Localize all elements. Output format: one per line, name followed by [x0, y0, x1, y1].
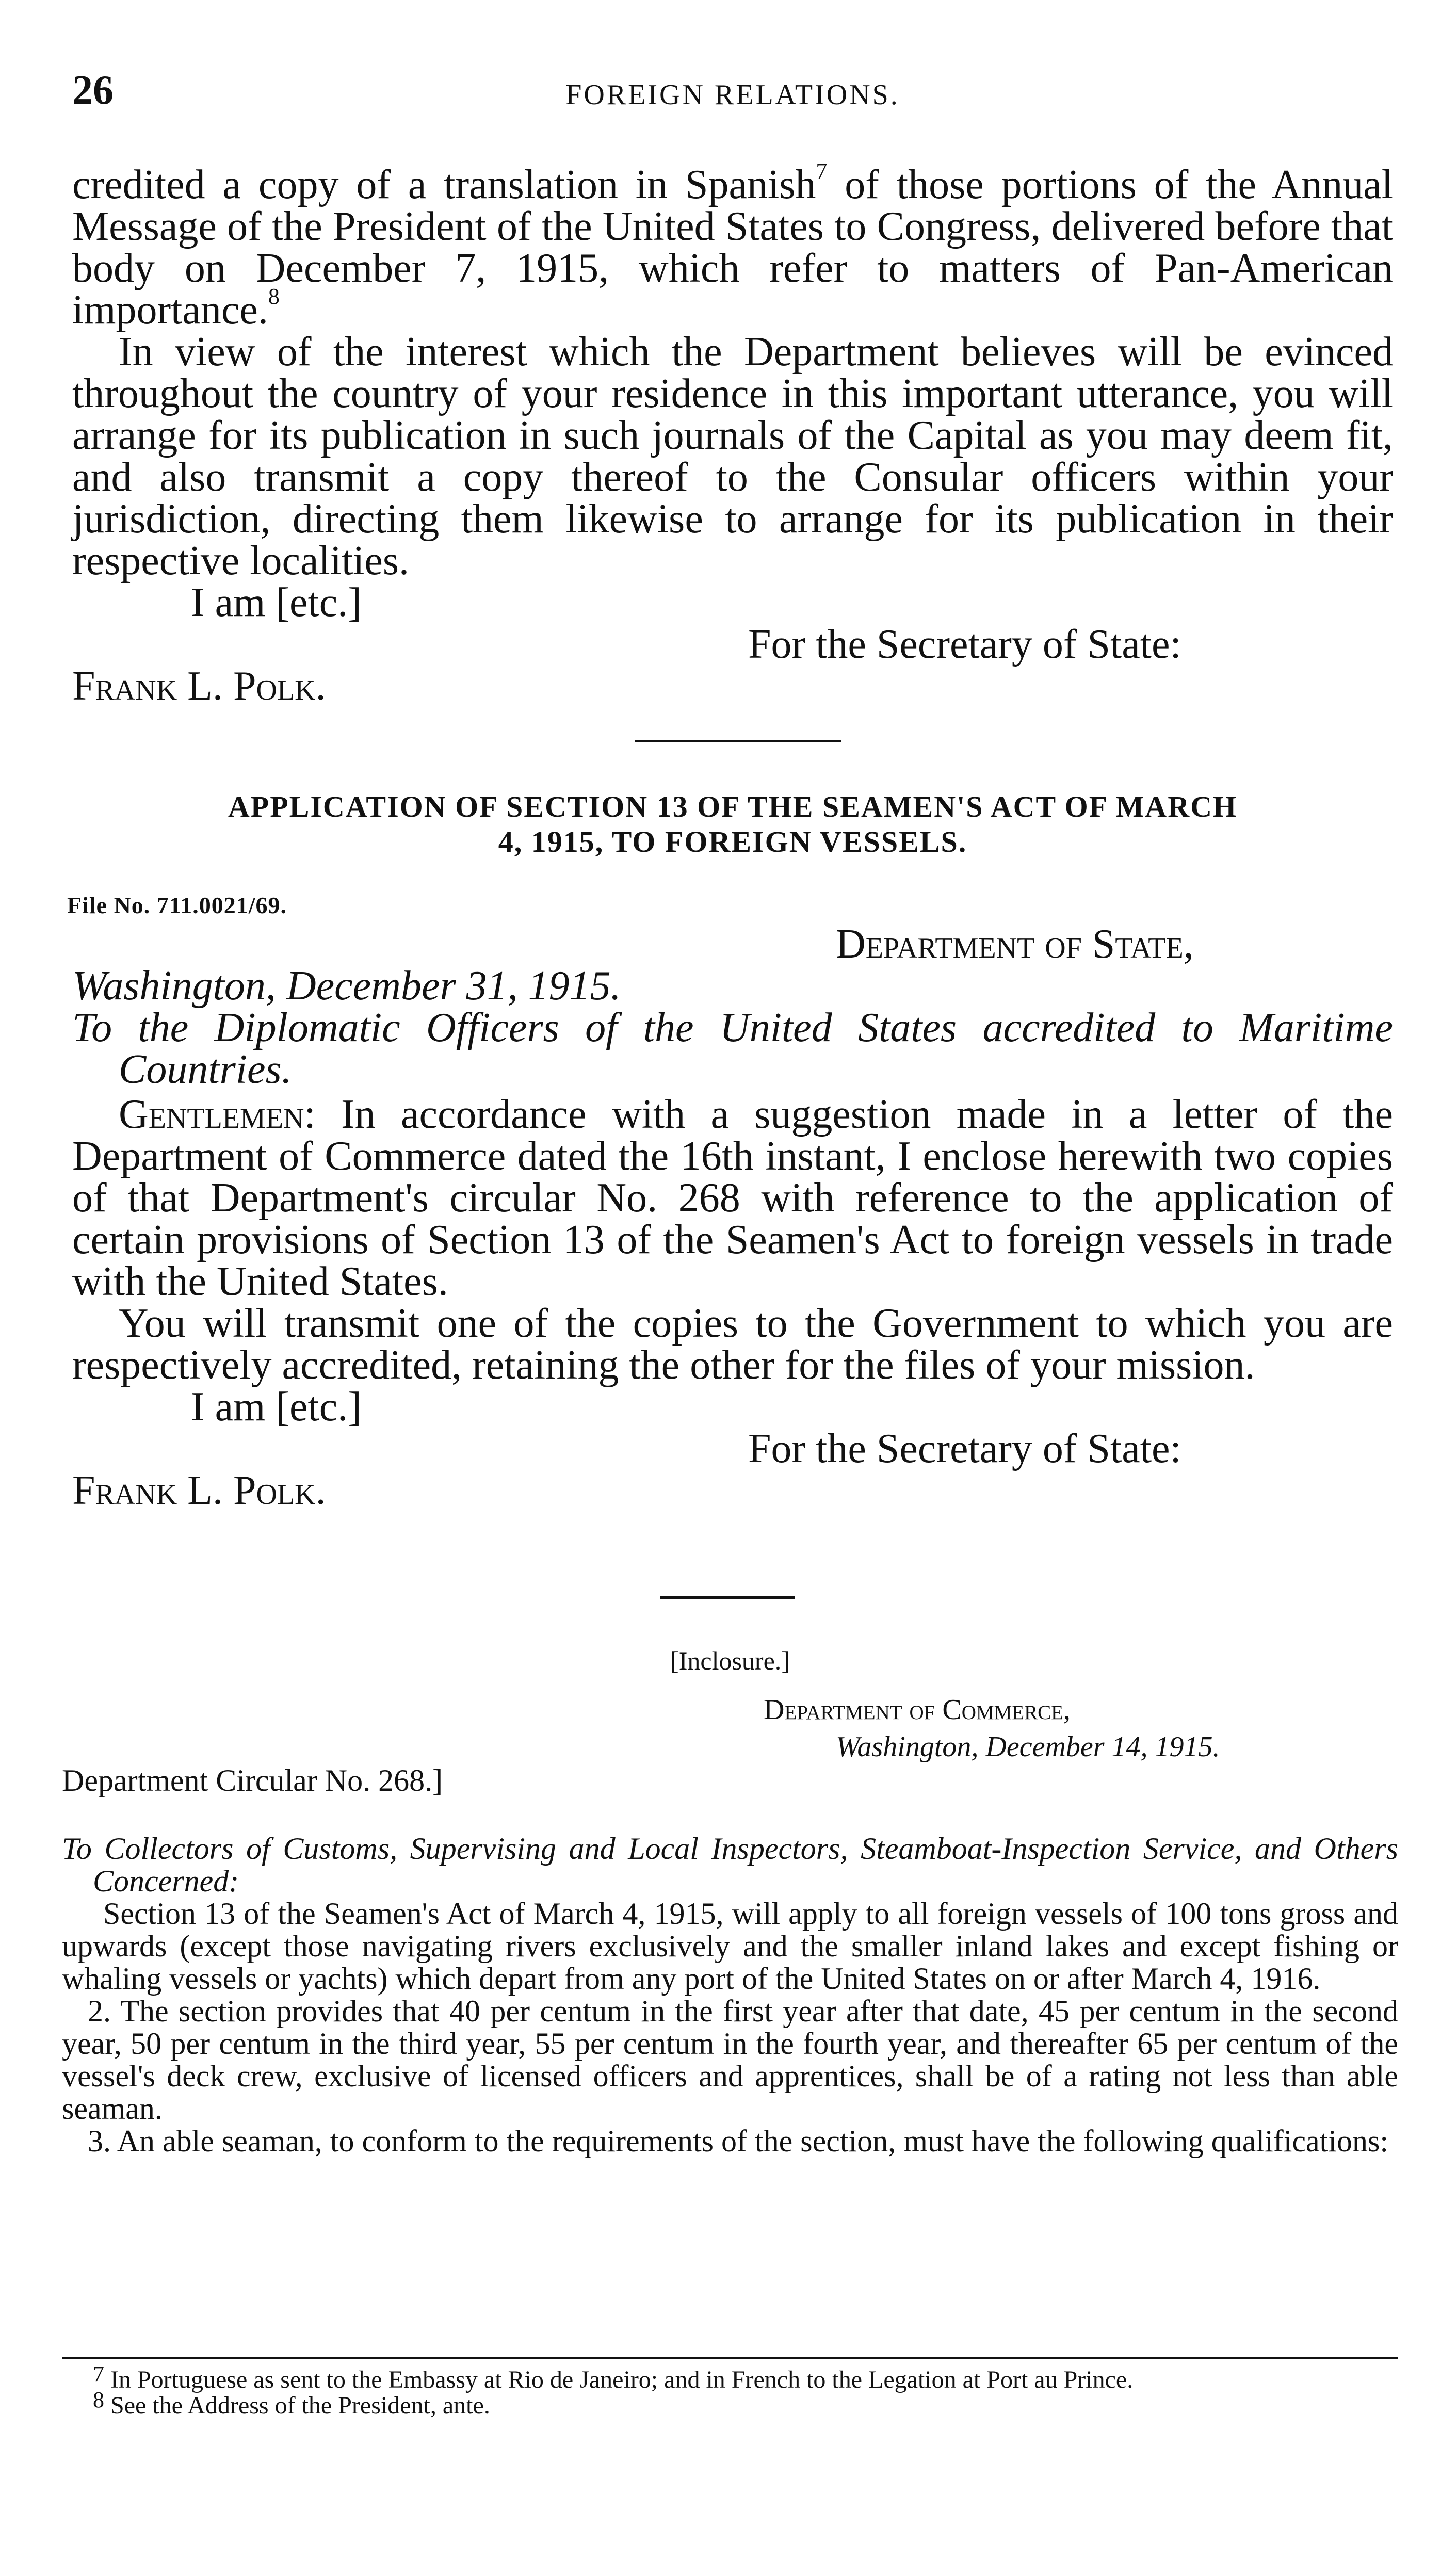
letter2-body: [72, 921, 1393, 1513]
circular-paragraph-3: 3. An able seaman, to conform to the requirements of the section, must have the following qualifications:: [88, 2124, 1389, 2158]
letter2-paragraph-1: Gentlemen: In accordance with a suggestion made in a letter of the Department of Commerce dated the 16th instant, I enclose herewith two copies of that Department's circular No. 268 with reference to the application of certain provisions of Section 13 of the Seamen's Act to foreign vessels in trade with the United States.: [72, 1092, 1393, 1304]
circular-paragraph-2: 2. The section provides that 40 per centum in the first year after that date, 45 per centum in the second year, 50 per centum in the third year, 55 per centum in the fourth year, and thereafter 65 per centum of the vessel's deck crew, exclusive of licensed officers and apprentices, shall be of a rating not less than able seaman.: [62, 1994, 1398, 2126]
footnote-rule: [62, 2357, 1398, 2359]
footnote-ref-8: 8: [268, 284, 280, 309]
footnotes: [62, 2361, 1398, 2419]
letter1-paragraph-2: In view of the interest which the Department believes will be evinced throughout the country of your residence in this important utterance, you will arrange for its publication in such journals of the Capital as you may deem fit, and also transmit a copy thereof to the Consular officers within your jurisdiction, directing them likewise to arrange for its publication in their respective localities.: [72, 329, 1393, 584]
page-number: 26: [72, 68, 114, 113]
separator-rule: [635, 740, 841, 742]
footnote-8: $^8$ See the Address of the President, ante.: [93, 2387, 490, 2419]
file-number: File No. 711.0021/69.: [67, 892, 287, 918]
inclosure-department: Department of Commerce,: [764, 1694, 1071, 1726]
letter1-signature: Frank L. Polk.: [72, 663, 326, 709]
separator-rule-2: [660, 1596, 795, 1599]
letter2-address: To the Diplomatic Officers of the United States accredited to Maritime Countries.: [72, 1005, 1393, 1092]
circular-address: To Collectors of Customs, Supervising and Local Inspectors, Steamboat-Inspection Service, and Others Concerned:: [62, 1832, 1398, 1898]
letter2-for-line: For the Secretary of State:: [748, 1426, 1181, 1471]
inclosure-heading: [62, 1691, 1398, 1765]
letter2-dateline: Washington, December 31, 1915.: [72, 963, 621, 1009]
running-head: FOREIGN RELATIONS.: [565, 79, 900, 111]
letter2-department: Department of State,: [836, 921, 1194, 967]
letter2-signature: Frank L. Polk.: [72, 1468, 326, 1513]
inclosure-label: [Inclosure.]: [670, 1646, 790, 1675]
page-header: [72, 67, 1393, 124]
section-title: APPLICATION OF SECTION 13 OF THE SEAMEN'S ACT OF MARCH 4, 1915, TO FOREIGN VESSELS.: [228, 790, 1238, 858]
letter1-body: [72, 158, 1394, 709]
circular-body: [62, 1833, 1398, 2158]
letter1-paragraph-1: credited a copy of a translation in Spanish$^7$ of those portions of the Annual Message of the President of the United States to Congress, delivered before that body on December 7, 1915, which refer to matters of Pan-American importance.$^8$: [72, 158, 1394, 333]
footnote-7: $^7$ In Portuguese as sent to the Embassy at Rio de Janeiro; and in French to the Legation at Port au Prince.: [93, 2361, 1134, 2393]
letter2-paragraph-2: You will transmit one of the copies to the Government to which you are respectively accredited, retaining the other for the files of your mission.: [72, 1301, 1393, 1388]
letter2-closing: I am [etc.]: [191, 1384, 362, 1430]
inclosure-dateline: Washington, December 14, 1915.: [836, 1731, 1220, 1763]
salutation: Gentlemen: [119, 1092, 304, 1137]
footnote-ref-7: 7: [816, 158, 828, 184]
circular-paragraph-1: Section 13 of the Seamen's Act of March 4, 1915, will apply to all foreign vessels of 100 tons gross and upwards (except those navigating rivers exclusively and the smaller inland lakes and except fishing or whaling vessels or yachts) which depart from any port of the United States on or after March 4, 1916.: [62, 1897, 1398, 1996]
circular-label: Department Circular No. 268.]: [62, 1763, 443, 1797]
letter1-closing: I am [etc.]: [191, 580, 362, 625]
letter1-for-line: For the Secretary of State:: [748, 622, 1181, 667]
